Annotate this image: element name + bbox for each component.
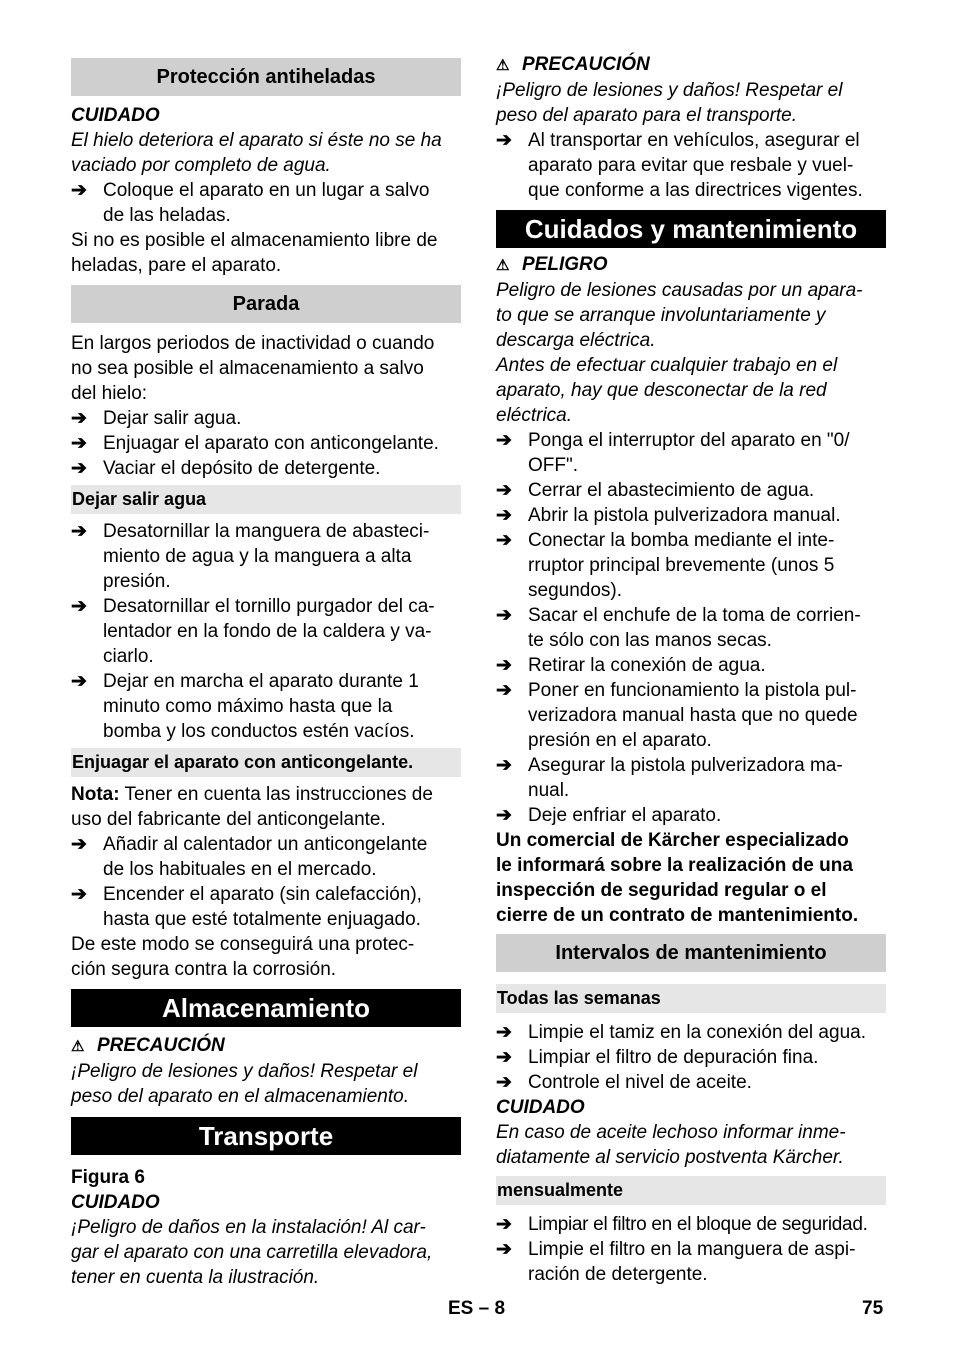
arrow-right-icon: ➔: [71, 408, 87, 429]
paragraph-line: ción segura contra la corrosión.: [71, 959, 337, 980]
arrow-right-icon: ➔: [71, 671, 87, 692]
warning-triangle-icon: ⚠: [71, 1038, 85, 1055]
danger-text-line: Peligro de lesiones causadas por un apara-: [496, 280, 863, 301]
bullet-item: ➔ Limpie el filtro en la manguera de aspi- ración de detergente.: [496, 1239, 856, 1285]
note-label: Nota:: [71, 784, 120, 805]
bullet-item: ➔ Retirar la conexión de agua.: [496, 655, 766, 676]
arrow-right-icon: ➔: [496, 530, 512, 551]
heading-transporte: Transporte: [71, 1117, 461, 1155]
arrow-right-icon: ➔: [71, 834, 87, 855]
arrow-right-icon: ➔: [496, 1072, 512, 1093]
bullet-item: ➔ Ponga el interruptor del aparato en "0/ OFF".: [496, 430, 850, 476]
left-column: [71, 52, 461, 1290]
bullet-item: ➔ Conectar la bomba mediante el inte- rruptor principal brevemente (unos 5 segundos).: [496, 530, 835, 601]
caution-label: CUIDADO: [71, 1192, 160, 1213]
bullet-item: ➔ Sacar el enchufe de la toma de corrien- te sólo con las manos secas.: [496, 605, 861, 651]
subheading-enjuagar: Enjuagar el aparato con anticongelante.: [71, 748, 461, 777]
subheading-dejar-salir-agua: Dejar salir agua: [71, 485, 461, 514]
arrow-right-icon: ➔: [496, 130, 512, 151]
bullet-item: ➔ Al transportar en vehículos, asegurar el aparato para evitar que resbale y vuel- que conforme a las directrices vigentes.: [496, 130, 863, 201]
arrow-right-icon: ➔: [496, 805, 512, 826]
precaution-text-line: ¡Peligro de lesiones y daños! Respetar el: [496, 80, 843, 101]
danger-label: ⚠ PELIGRO: [496, 252, 886, 278]
subheading-todas-semanas: Todas las semanas: [496, 984, 886, 1013]
bullet-item: ➔ Limpiar el filtro en el bloque de seguridad.: [496, 1214, 868, 1235]
karcher-notice-line: le informará sobre la realización de una: [496, 855, 853, 876]
bullet-item: ➔ Añadir al calentador un anticongelante de los habituales en el mercado.: [71, 834, 428, 880]
warning-triangle-icon: ⚠: [496, 57, 510, 74]
arrow-right-icon: ➔: [496, 1239, 512, 1260]
arrow-right-icon: ➔: [496, 755, 512, 776]
karcher-notice-line: inspección de seguridad regular o el: [496, 880, 827, 901]
heading-almacenamiento: Almacenamiento: [71, 989, 461, 1027]
heading-cuidados-mantenimiento: Cuidados y mantenimiento: [496, 210, 886, 248]
danger-text-line: aparato, hay que desconectar de la red: [496, 380, 827, 401]
caution-text-line: tener en cuenta la ilustración.: [71, 1267, 320, 1288]
danger-text-line: eléctrica.: [496, 405, 573, 426]
precaution-label: ⚠ PRECAUCIÓN: [496, 52, 886, 78]
arrow-right-icon: ➔: [496, 430, 512, 451]
page-label: ES – 8: [448, 1298, 506, 1319]
caution-text-line: El hielo deteriora el aparato si éste no se ha: [71, 130, 442, 151]
warning-triangle-icon: ⚠: [496, 257, 510, 274]
paragraph-line: del hielo:: [71, 383, 148, 404]
note-line: uso del fabricante del anticongelante.: [71, 809, 386, 830]
bullet-item: ➔ Dejar salir agua.: [71, 408, 242, 429]
bullet-item: ➔ Deje enfriar el aparato.: [496, 805, 722, 826]
bullet-item: ➔ Vaciar el depósito de detergente.: [71, 458, 381, 479]
arrow-right-icon: ➔: [71, 433, 87, 454]
caution-text-line: ¡Peligro de daños en la instalación! Al car-: [71, 1217, 426, 1238]
caution-text-line: gar el aparato con una carretilla elevadora,: [71, 1242, 433, 1263]
karcher-notice-line: Un comercial de Kärcher especializado: [496, 830, 849, 851]
bullet-item: ➔ Limpiar el filtro de depuración fina.: [496, 1047, 819, 1068]
bullet-item: ➔ Dejar en marcha el aparato durante 1 minuto como máximo hasta que la bomba y los conductos estén vacíos.: [71, 671, 419, 742]
bullet-item: ➔ Abrir la pistola pulverizadora manual.: [496, 505, 841, 526]
caution-label: CUIDADO: [496, 1097, 585, 1118]
bullet-item: ➔ Encender el aparato (sin calefacción), hasta que esté totalmente enjuagado.: [71, 884, 422, 930]
arrow-right-icon: ➔: [496, 605, 512, 626]
bullet-item: ➔ Enjuagar el aparato con anticongelante.: [71, 433, 439, 454]
paragraph-line: no sea posible el almacenamiento a salvo: [71, 358, 424, 379]
caution-text-line: diatamente al servicio postventa Kärcher.: [496, 1147, 844, 1168]
heading-intervalos: Intervalos de mantenimiento: [496, 934, 886, 972]
arrow-right-icon: ➔: [496, 480, 512, 501]
arrow-right-icon: ➔: [71, 458, 87, 479]
heading-parada: Parada: [71, 285, 461, 323]
subheading-mensualmente: mensualmente: [496, 1176, 886, 1205]
bullet-item: ➔ Poner en funcionamiento la pistola pul- verizadora manual hasta que no quede presión en el aparato.: [496, 680, 858, 751]
bullet-item: ➔ Desatornillar la manguera de abasteci- miento de agua y la manguera a alta presión.: [71, 521, 430, 592]
arrow-right-icon: ➔: [71, 596, 87, 617]
karcher-notice-line: cierre de un contrato de mantenimiento.: [496, 905, 859, 926]
arrow-right-icon: ➔: [496, 1022, 512, 1043]
paragraph-line: De este modo se conseguirá una protec-: [71, 934, 415, 955]
bullet-item: ➔ Desatornillar el tornillo purgador del ca- lentador en la fondo de la caldera y va- ciarlo.: [71, 596, 435, 667]
paragraph-line: En largos periodos de inactividad o cuando: [71, 333, 435, 354]
caution-text-line: vaciado por completo de agua.: [71, 155, 331, 176]
bullet-item: ➔ Cerrar el abastecimiento de agua.: [496, 480, 815, 501]
arrow-right-icon: ➔: [496, 505, 512, 526]
right-column: [496, 52, 886, 1287]
paragraph-line: Si no es posible el almacenamiento libre de: [71, 230, 438, 251]
arrow-right-icon: ➔: [496, 680, 512, 701]
paragraph-line: heladas, pare el aparato.: [71, 255, 282, 276]
danger-text-line: descarga eléctrica.: [496, 330, 656, 351]
danger-text-line: Antes de efectuar cualquier trabajo en el: [496, 355, 838, 376]
bullet-item: ➔ Limpie el tamiz en la conexión del agua.: [496, 1022, 866, 1043]
bullet-item: ➔ Asegurar la pistola pulverizadora ma- nual.: [496, 755, 843, 801]
precaution-label: ⚠ PRECAUCIÓN: [71, 1033, 461, 1059]
heading-proteccion-antiheladas: Protección antiheladas: [71, 58, 461, 96]
arrow-right-icon: ➔: [71, 180, 87, 201]
bullet-item: ➔ Controle el nivel de aceite.: [496, 1072, 752, 1093]
page-number: 75: [862, 1298, 884, 1319]
bullet-item: ➔ Coloque el aparato en un lugar a salvo de las heladas.: [71, 180, 430, 226]
precaution-text-line: peso del aparato en el almacenamiento.: [71, 1086, 410, 1107]
caution-text-line: En caso de aceite lechoso informar inme-: [496, 1122, 846, 1143]
figure-reference: Figura 6: [71, 1167, 145, 1188]
arrow-right-icon: ➔: [496, 655, 512, 676]
precaution-text-line: ¡Peligro de lesiones y daños! Respetar el: [71, 1061, 418, 1082]
note-line: Nota: Tener en cuenta las instrucciones de: [71, 784, 433, 805]
precaution-text-line: peso del aparato para el transporte.: [496, 105, 798, 126]
arrow-right-icon: ➔: [71, 521, 87, 542]
danger-text-line: to que se arranque involuntariamente y: [496, 305, 826, 326]
arrow-right-icon: ➔: [496, 1214, 512, 1235]
arrow-right-icon: ➔: [496, 1047, 512, 1068]
caution-label: CUIDADO: [71, 105, 160, 126]
arrow-right-icon: ➔: [71, 884, 87, 905]
